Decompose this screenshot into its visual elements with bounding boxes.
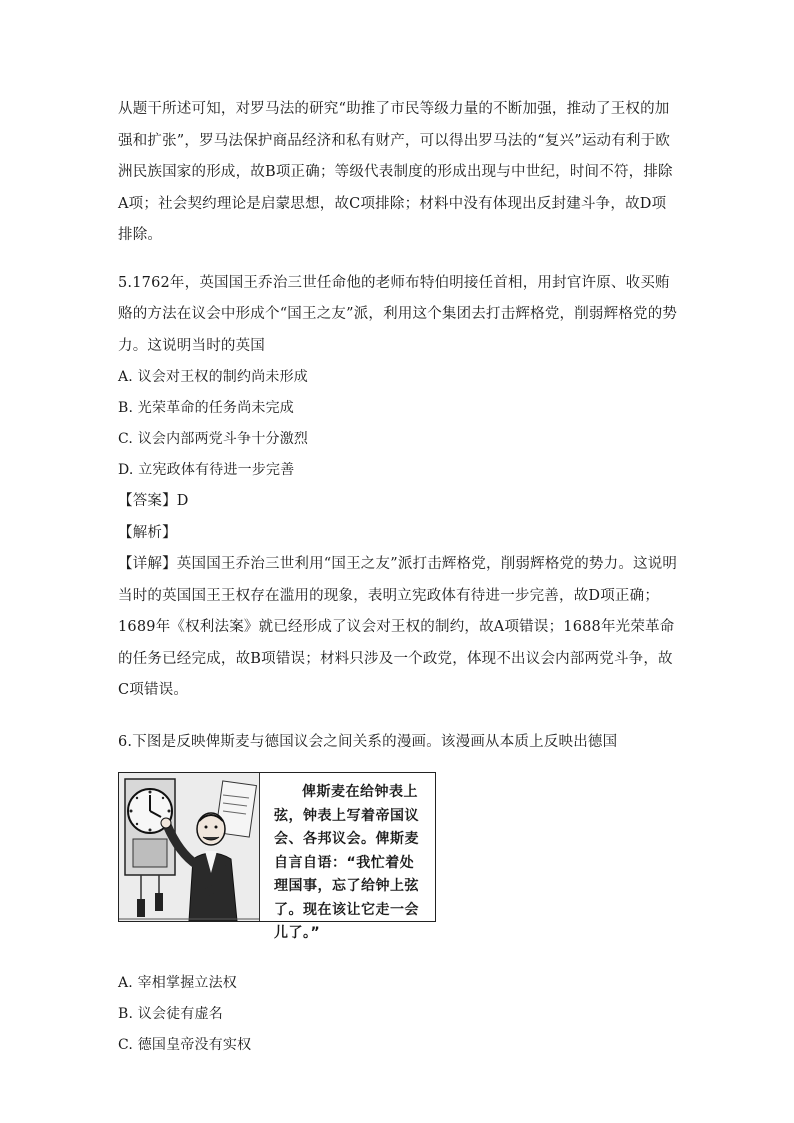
q5-option-b: B. 光荣革命的任务尚未完成: [118, 400, 294, 416]
q5-option-c: C. 议会内部两党斗争十分激烈: [118, 431, 309, 447]
cartoon-figure: [118, 772, 436, 941]
document-page: [118, 94, 678, 1061]
q6-option-a: A. 宰相掌握立法权: [118, 975, 238, 991]
q5-option-a: A. 议会对王权的制约尚未形成: [118, 369, 309, 385]
q5-answer: 【答案】D: [118, 493, 189, 509]
q5-detail: 【详解】英国国王乔治三世利用“国王之友”派打击辉格党，削弱辉格党的势力。这说明当时的英国国王王权存在滥用的现象，表明立宪政体有待进一步完善，故D项正确；1689年《权利法案》就已经形成了议会对王权的制约，故A项错误；1688年光荣革命的任务已经完成，故B项错误；材料只涉及一个政党，体现不出议会内部两党斗争，故C项错误。: [118, 556, 678, 698]
bismarck-cartoon-image: [119, 773, 260, 921]
q6-option-c: C. 德国皇帝没有实权: [118, 1037, 252, 1053]
q5-option-d: D. 立宪政体有待进一步完善: [118, 462, 295, 478]
cartoon-caption: 俾斯麦在给钟表上弦，钟表上写着帝国议会、各邦议会。俾斯麦自言自语：“我忙着处理国事，忘了给钟上弦了。现在该让它走一会儿了。”: [274, 784, 419, 941]
question-5-stem: 5.1762年，英国国王乔治三世任命他的老师布特伯明接任首相，用封官许原、收买贿赂的方法在议会中形成个“国王之友”派，利用这个集团去打击辉格党，削弱辉格党的势力。这说明当时的英国: [118, 274, 678, 354]
cartoon-drawing: [119, 773, 259, 921]
q5-analysis-label: 【解析】: [118, 524, 177, 541]
question-6-stem: 6.下图是反映俾斯麦与德国议会之间关系的漫画。该漫画从本质上反映出德国: [118, 733, 618, 750]
q6-option-b: B. 议会徒有虚名: [118, 1006, 223, 1022]
previous-explanation: 从题干所述可知，对罗马法的研究“助推了市民等级力量的不断加强，推动了王权的加强和扩张”，罗马法保护商品经济和私有财产，可以得出罗马法的“复兴”运动有利于欧洲民族国家的形成，故B项正确；等级代表制度的形成出现与中世纪，时间不符，排除A项；社会契约理论是启蒙思想，故C项排除；材料中没有体现出反封建斗争，故D项排除。: [118, 101, 673, 243]
